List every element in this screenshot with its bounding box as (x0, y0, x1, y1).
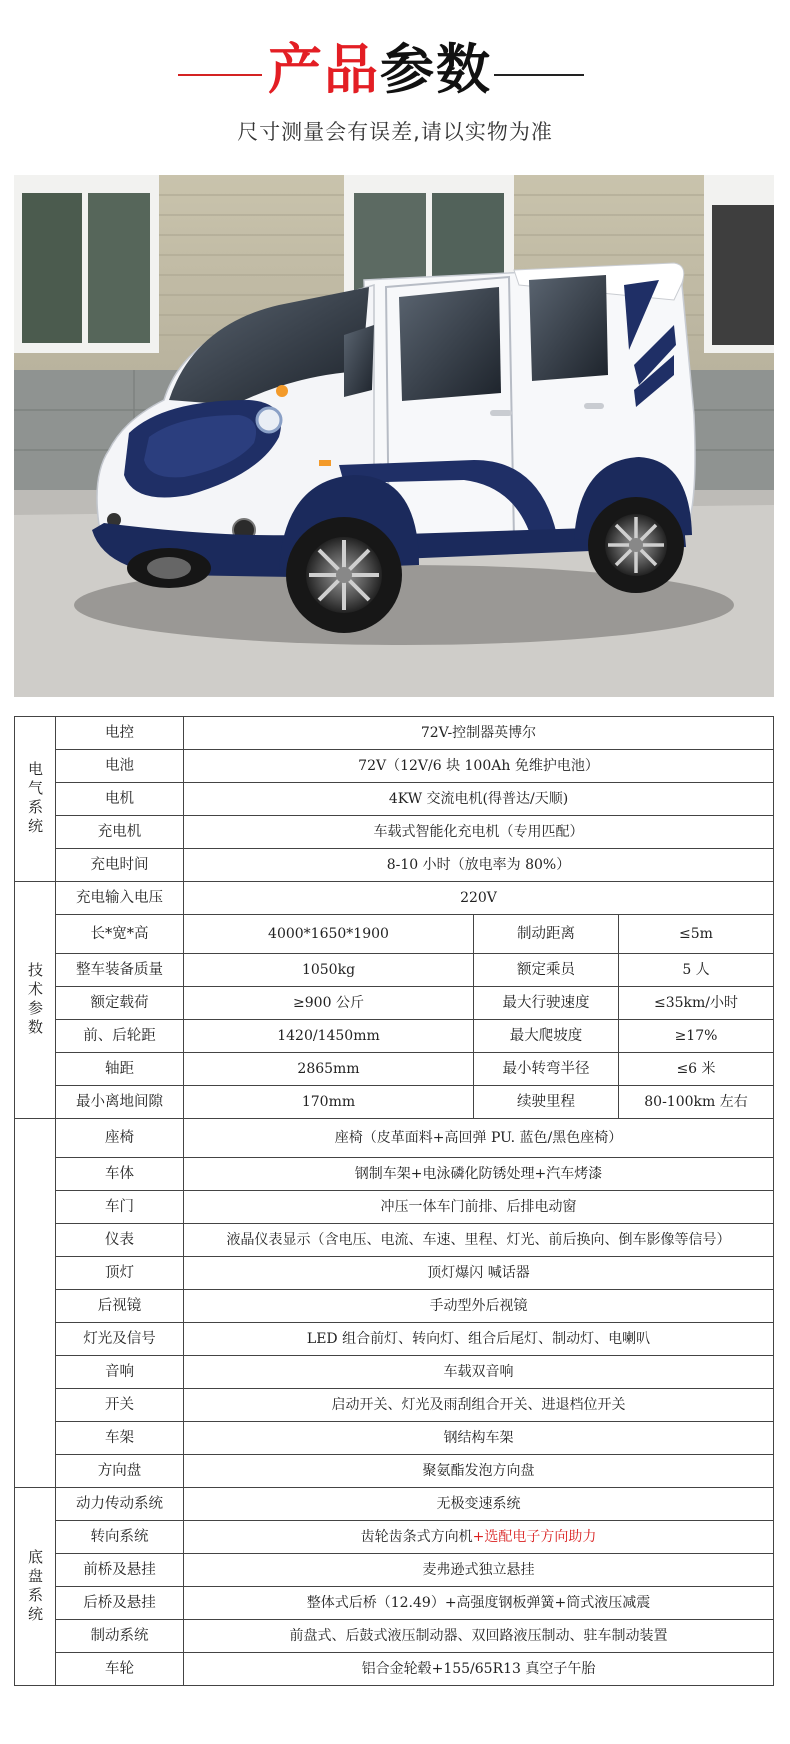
table-row (15, 1554, 774, 1587)
spec-value: 4KW 交流电机(得普达/天顺) (184, 783, 774, 816)
front-wheel (286, 517, 402, 633)
spec-label: 最小离地间隙 (56, 1086, 184, 1119)
spec-value: 座椅（皮革面料+高回弹 PU. 蓝色/黑色座椅） (184, 1119, 774, 1158)
table-row (15, 1086, 774, 1119)
spec-value: 启动开关、灯光及雨刮组合开关、进退档位开关 (184, 1389, 774, 1422)
spec-label: 后视镜 (56, 1290, 184, 1323)
spec-label: 车体 (56, 1158, 184, 1191)
table-row (15, 1356, 774, 1389)
spec-value: ≥900 公斤 (184, 987, 474, 1020)
spec-table (14, 716, 774, 1686)
spec-label-secondary: 最小转弯半径 (474, 1053, 619, 1086)
table-row (15, 1587, 774, 1620)
optional-power-steering-note: +选配电子方向助力 (472, 1529, 597, 1545)
title-right-rule (494, 74, 584, 76)
spec-label: 前、后轮距 (56, 1020, 184, 1053)
spec-label: 动力传动系统 (56, 1488, 184, 1521)
spec-value: 麦弗逊式独立悬挂 (184, 1554, 774, 1587)
spec-label: 额定载荷 (56, 987, 184, 1020)
spec-label: 车架 (56, 1422, 184, 1455)
spec-label-secondary: 续驶里程 (474, 1086, 619, 1119)
spec-value: 手动型外后视镜 (184, 1290, 774, 1323)
spec-value: 车载双音响 (184, 1356, 774, 1389)
spec-value-secondary: 5 人 (619, 954, 774, 987)
spec-value: 220V (184, 882, 774, 915)
table-row (15, 816, 774, 849)
table-row (15, 987, 774, 1020)
spec-label: 顶灯 (56, 1257, 184, 1290)
table-row (15, 1053, 774, 1086)
spec-value: 聚氨酯发泡方向盘 (184, 1455, 774, 1488)
table-row (15, 1191, 774, 1224)
table-row (15, 1521, 774, 1554)
table-row (15, 915, 774, 954)
spec-value: 1420/1450mm (184, 1020, 474, 1053)
spec-label: 后桥及悬挂 (56, 1587, 184, 1620)
spec-label: 充电机 (56, 816, 184, 849)
spec-label: 电控 (56, 717, 184, 750)
table-row (15, 1323, 774, 1356)
spec-label: 电机 (56, 783, 184, 816)
table-row (15, 882, 774, 915)
vehicle-photo (14, 175, 774, 697)
table-row (15, 1290, 774, 1323)
title-black-part: 参数 (380, 38, 492, 101)
spec-label: 车轮 (56, 1653, 184, 1686)
spec-label-secondary: 最大爬坡度 (474, 1020, 619, 1053)
table-row (15, 849, 774, 882)
spec-value: 无极变速系统 (184, 1488, 774, 1521)
table-row (15, 1119, 774, 1158)
table-row (15, 1455, 774, 1488)
spec-value: 钢结构车架 (184, 1422, 774, 1455)
table-row (15, 1620, 774, 1653)
spec-label: 整车装备质量 (56, 954, 184, 987)
spec-label: 开关 (56, 1389, 184, 1422)
table-row (15, 1224, 774, 1257)
spec-label: 灯光及信号 (56, 1323, 184, 1356)
spec-value: 4000*1650*1900 (184, 915, 474, 954)
title-red-part: 产品 (268, 38, 380, 101)
spec-value-secondary: ≤5m (619, 915, 774, 954)
table-row (15, 1158, 774, 1191)
vehicle-illustration (14, 175, 774, 697)
table-row (15, 750, 774, 783)
spec-value: 72V（12V/6 块 100Ah 免维护电池） (184, 750, 774, 783)
spec-value: 顶灯爆闪 喊话器 (184, 1257, 774, 1290)
group-electric: 电气系统 (15, 717, 56, 882)
spec-label: 转向系统 (56, 1521, 184, 1554)
spec-label: 长*宽*高 (56, 915, 184, 954)
table-row (15, 1389, 774, 1422)
table-row (15, 1422, 774, 1455)
spec-label: 座椅 (56, 1119, 184, 1158)
page-header (0, 26, 790, 106)
spec-value: 液晶仪表显示（含电压、电流、车速、里程、灯光、前后换向、倒车影像等信号） (184, 1224, 774, 1257)
spec-label-secondary: 制动距离 (474, 915, 619, 954)
spec-value: 冲压一体车门前排、后排电动窗 (184, 1191, 774, 1224)
table-row (15, 1488, 774, 1521)
spec-value: 前盘式、后鼓式液压制动器、双回路液压制动、驻车制动装置 (184, 1620, 774, 1653)
spec-value: 72V-控制器英博尔 (184, 717, 774, 750)
spec-label-secondary: 最大行驶速度 (474, 987, 619, 1020)
spec-value-secondary: ≥17% (619, 1020, 774, 1053)
spec-value: 2865mm (184, 1053, 474, 1086)
spec-label: 充电输入电压 (56, 882, 184, 915)
spec-label: 仪表 (56, 1224, 184, 1257)
spec-value-secondary: ≤35km/小时 (619, 987, 774, 1020)
far-front-wheel (127, 548, 211, 588)
group-technical: 技术参数 (15, 882, 56, 1119)
spec-label: 轴距 (56, 1053, 184, 1086)
spec-value-steering (184, 1521, 774, 1554)
spec-value: 8-10 小时（放电率为 80%） (184, 849, 774, 882)
table-row (15, 783, 774, 816)
rear-wheel (588, 497, 684, 593)
spec-value: 车载式智能化充电机（专用匹配） (184, 816, 774, 849)
page-title (265, 36, 495, 104)
spec-label: 方向盘 (56, 1455, 184, 1488)
table-row (15, 1653, 774, 1686)
table-row (15, 954, 774, 987)
spec-label-secondary: 额定乘员 (474, 954, 619, 987)
spec-label: 充电时间 (56, 849, 184, 882)
spec-label: 前桥及悬挂 (56, 1554, 184, 1587)
group-body-blank (15, 1119, 56, 1488)
table-row (15, 717, 774, 750)
spec-value: 1050kg (184, 954, 474, 987)
spec-value: LED 组合前灯、转向灯、组合后尾灯、制动灯、电喇叭 (184, 1323, 774, 1356)
steering-value: 齿轮齿条式方向机 (360, 1529, 473, 1545)
spec-value: 铝合金轮毂+155/65R13 真空子午胎 (184, 1653, 774, 1686)
spec-value: 整体式后桥（12.49）+高强度钢板弹簧+筒式液压减震 (184, 1587, 774, 1620)
spec-label: 车门 (56, 1191, 184, 1224)
table-row (15, 1020, 774, 1053)
spec-value-secondary: ≤6 米 (619, 1053, 774, 1086)
spec-value: 钢制车架+电泳磷化防锈处理+汽车烤漆 (184, 1158, 774, 1191)
spec-label: 制动系统 (56, 1620, 184, 1653)
spec-value-secondary: 80-100km 左右 (619, 1086, 774, 1119)
spec-label: 电池 (56, 750, 184, 783)
spec-value: 170mm (184, 1086, 474, 1119)
title-left-rule (178, 74, 262, 76)
table-row (15, 1257, 774, 1290)
group-chassis: 底盘系统 (15, 1488, 56, 1686)
measurement-disclaimer: 尺寸测量会有误差,请以实物为准 (237, 120, 553, 144)
spec-label: 音响 (56, 1356, 184, 1389)
